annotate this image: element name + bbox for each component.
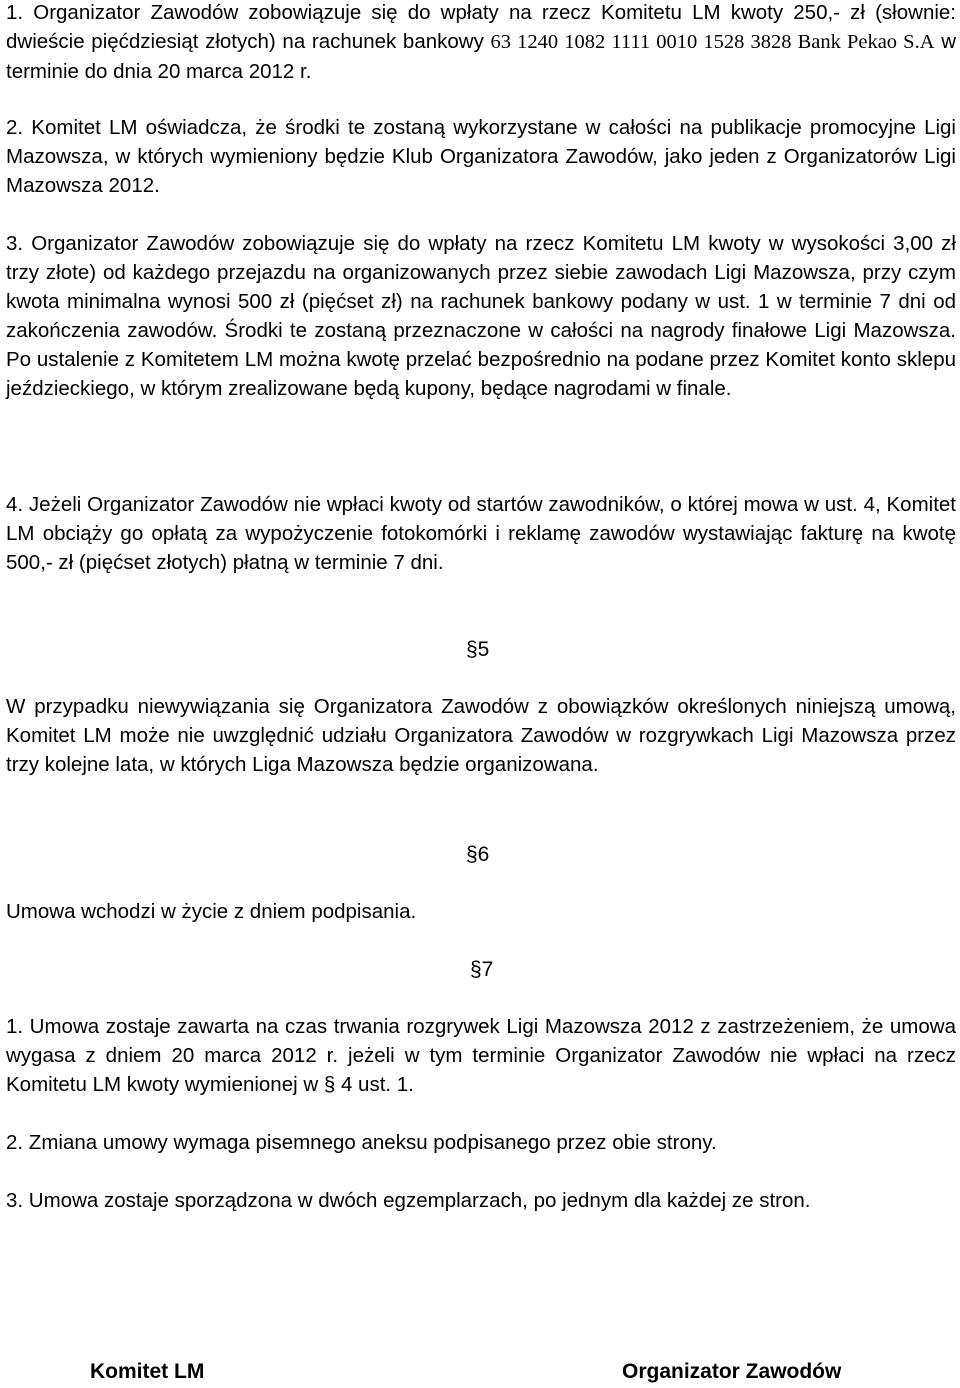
section-7-item-3: 3. Umowa zostaje sporządzona w dwóch egzemplarzach, po jednym dla każdej ze stron. xyxy=(6,1189,811,1212)
paragraph-3: 3. Organizator Zawodów zobowiązuje się do wpłaty na rzecz Komitetu LM kwoty w wysokości 3,00 zł trzy złote) od każdego przejazdu na organizowanych przez siebie zawodach Ligi Mazowsza, przy czym kwota minimalna wynosi 500 zł (pięćset zł) na rachunek bankowy podany w ust. 1 w terminie 7 dni od zakończenia zawodów. Środki te zostaną przeznaczone w całości na nagrody finałowe Ligi Mazowsza. Po ustalenie z Komitetem LM można kwotę przelać bezpośrednio na podane przez Komitet konto sklepu jeździeckiego, w którym zrealizowane będą kupony, będące nagrodami w finale. xyxy=(6,232,956,400)
paragraph-1-text-b: w terminie do dnia 20 marca 2012 r. xyxy=(6,30,957,83)
section-5-heading: §5 xyxy=(466,638,490,661)
paragraph-2: 2. Komitet LM oświadcza, że środki te zostaną wykorzystane w całości na publikacje promocyjne Ligi Mazowsza, w których wymieniony będzie Klub Organizatora Zawodów, jako jeden z Organizatorów Ligi Mazowsza 2012. xyxy=(6,116,956,197)
paragraph-1-text-a: 1. Organizator Zawodów zobowiązuje się do wpłaty na rzecz Komitetu LM kwoty 250,- zł (słownie: dwieście pięćdziesiąt złotych) na rachunek bankowy xyxy=(6,1,956,53)
section-6-text: Umowa wchodzi w życie z dniem podpisania. xyxy=(6,900,417,923)
signature-organizer: Organizator Zawodów xyxy=(622,1360,842,1383)
section-7-item-1: 1. Umowa zostaje zawarta na czas trwania rozgrywek Ligi Mazowsza 2012 z zastrzeżeniem, że umowa wygasa z dniem 20 marca 2012 r. jeżeli w tym terminie Organizator Zawodów nie wpłaci na rzecz Komitetu LM kwoty wymienionej w § 4 ust. 1. xyxy=(6,1015,956,1096)
section-7-heading: §7 xyxy=(470,958,494,981)
section-6-heading: §6 xyxy=(466,843,490,866)
section-7-item-2: 2. Zmiana umowy wymaga pisemnego aneksu podpisanego przez obie strony. xyxy=(6,1131,717,1154)
bank-account: 63 1240 1082 1111 0010 1528 3828 Bank Pekao S.A xyxy=(490,31,935,53)
paragraph-4: 4. Jeżeli Organizator Zawodów nie wpłaci kwoty od startów zawodników, o której mowa w ust. 4, Komitet LM obciąży go opłatą za wypożyczenie fotokomórki i reklamę zawodów wystawiając fakturę na kwotę 500,- zł (pięćset złotych) płatną w terminie 7 dni. xyxy=(6,493,956,574)
paragraph-1 xyxy=(6,0,956,86)
section-5-text: W przypadku niewywiązania się Organizatora Zawodów z obowiązków określonych niniejszą umową, Komitet LM może nie uwzględnić udziału Organizatora Zawodów w rozgrywkach Ligi Mazowsza przez trzy kolejne lata, w których Liga Mazowsza będzie organizowana. xyxy=(6,695,956,776)
signature-committee: Komitet LM xyxy=(90,1360,205,1383)
